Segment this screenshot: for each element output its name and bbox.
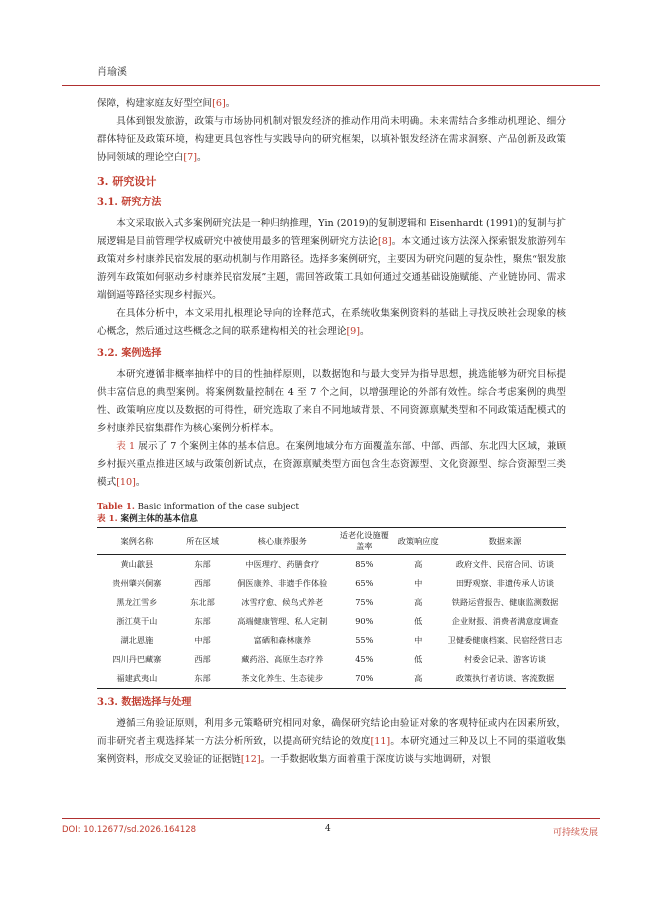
table-cell: 铁路运营报告、健康监测数据 — [451, 597, 559, 607]
page-number: 4 — [325, 824, 331, 834]
citation-link[interactable]: [8] — [378, 236, 392, 247]
table-cell: 东部 — [194, 616, 211, 626]
citation-link[interactable]: [9] — [346, 326, 361, 337]
column-header: 政策响应度 — [392, 528, 444, 555]
paragraph: 表 1 展示了 7 个案例主体的基本信息。在案例地域分布方面覆盖东部、中部、西部、东北四大区域，兼顾乡村振兴重点推进区域与政策创新试点，在资源禀赋类型方面包含生态资源型、文化资源型、综合资源型三类模式[10]。 — [97, 441, 566, 488]
footer-doi-link[interactable]: DOI: 10.12677/sd.2026.164128 — [62, 825, 197, 835]
subsection-heading: 3.1. 研究方法 — [97, 197, 162, 208]
table-cell: 茶文化养生、生态徒步 — [228, 669, 336, 689]
citation-link[interactable]: [7] — [183, 152, 197, 163]
table-cell: 富硒和森林康养 — [253, 635, 311, 645]
subsection-heading: 3.3. 数据选择与处理 — [97, 697, 192, 708]
table-cell: 低 — [414, 654, 423, 664]
running-head-author: 肖瑜溪 — [97, 67, 127, 78]
table-cell: 黑龙江雪乡 — [116, 597, 158, 607]
table-cell: 政策执行者访谈、客流数据 — [444, 669, 566, 689]
column-header: 案例名称 — [97, 528, 177, 555]
paragraph: 在具体分析中，本文采用扎根理论导向的诠释范式，在系统收集案例资料的基础上寻找反映社会现象的核心概念，然后通过这些概念之间的联系建构相关的社会理论[9]。 — [97, 308, 566, 337]
table-cell: 高 — [392, 669, 444, 689]
table-cell: 中 — [414, 578, 423, 588]
table-cell: 45% — [355, 654, 374, 664]
table-cell: 低 — [414, 616, 423, 626]
section-heading: 3. 研究设计 — [97, 175, 157, 188]
table-cell: 55% — [355, 635, 374, 645]
body-text — [97, 95, 566, 769]
table-caption-en: Table 1. Basic information of the case subject — [97, 502, 299, 512]
citation-link[interactable]: [6] — [212, 98, 226, 109]
column-header: 所在区域 — [177, 528, 229, 555]
table-cell: 65% — [355, 578, 374, 588]
header-rule — [62, 85, 600, 86]
table-cell: 中医理疗、药膳食疗 — [245, 559, 320, 569]
table-cell: 田野观察、非遗传承人访谈 — [455, 578, 555, 588]
table-cell: 东北部 — [190, 597, 215, 607]
table-cell: 中 — [414, 635, 423, 645]
table-cell: 冰雪疗愈、候鸟式养老 — [241, 597, 324, 607]
citation-link[interactable]: [11] — [370, 736, 391, 747]
table-row — [97, 593, 566, 612]
table-cell: 高端健康管理、私人定制 — [237, 616, 328, 626]
paragraph: 本文采取嵌入式多案例研究法是一种归纳推理，Yin (2019)的复制逻辑和 Eisenhardt (1991)的复制与扩展逻辑是目前管理学权威研究中被使用最多的管理案例研究方法论[8]。本文通过该方法深入探索银发旅游列车政策对乡村康养民宿发展的驱动机制与作用路径。选择多案例研究，主要因为研究问题的复杂性，聚焦“银发旅游列车政策如何驱动乡村康养民宿发展”主题，需回答政策工具如何通过交通基础设施赋能、产业链协同、需求端倒逼等路径实现乡村振兴。 — [97, 218, 567, 301]
table-cell: 侗医康养、非遗手作体验 — [237, 578, 328, 588]
table-row — [97, 631, 566, 650]
paragraph: 保障，构建家庭友好型空间[6]。 — [97, 98, 236, 109]
table-cell: 75% — [355, 597, 374, 607]
table-cell: 高 — [414, 559, 423, 569]
table-cell: 90% — [355, 616, 374, 626]
column-header: 适老化设施覆盖率 — [336, 528, 392, 555]
table-cell: 70% — [336, 669, 392, 689]
citation-link[interactable]: [10] — [116, 477, 136, 488]
table-row — [97, 612, 566, 631]
table-header-row — [97, 528, 566, 555]
table-cell: 卫健委健康档案、民宿经营日志 — [447, 635, 563, 645]
paragraph: 具体到银发旅游，政策与市场协同机制对银发经济的推动作用尚未明确。未来需结合多维动机理论、细分群体特征及政策环境，构建更具包容性与实践导向的研究框架，以填补银发经济在需求洞察、产品创新及政策协同领域的理论空白[7]。 — [97, 116, 566, 163]
table-cell: 85% — [355, 559, 374, 569]
table-cell: 贵州肇兴侗寨 — [112, 578, 162, 588]
table-cell: 藏药浴、高原生态疗养 — [241, 654, 324, 664]
table-cell: 高 — [414, 597, 423, 607]
table-cell: 西部 — [194, 654, 211, 664]
table-cell: 中部 — [194, 635, 211, 645]
table-reference-link[interactable]: 表 1 — [116, 441, 136, 452]
table-row — [97, 669, 566, 689]
table-cell: 政府文件、民宿合同、访谈 — [455, 559, 555, 569]
column-header: 核心康养服务 — [228, 528, 336, 555]
table-caption-zh: 表 1. 案例主体的基本信息 — [97, 514, 198, 524]
column-header: 数据来源 — [444, 528, 566, 555]
table-cell: 黄山歙县 — [120, 559, 154, 569]
table-cell: 四川丹巴藏寨 — [112, 654, 162, 664]
case-info-table — [97, 527, 566, 689]
table-cell: 东部 — [177, 669, 229, 689]
table-row — [97, 650, 566, 669]
table-row — [97, 574, 566, 593]
table-cell: 企业财报、消费者满意度调查 — [451, 616, 559, 626]
table-cell: 浙江莫干山 — [116, 616, 158, 626]
table-cell: 村委会记录、游客访谈 — [464, 654, 546, 664]
citation-link[interactable]: [12] — [240, 754, 261, 765]
paragraph: 遵循三角验证原则，利用多元策略研究相同对象，确保研究结论由验证对象的客观特征或内在因素所致，而非研究者主观选择某一方法分析所致，以提高研究结论的效度[11]。本研究通过三种及以上不同的渠道收集案例资料，形成交叉验证的证据链[12]。一手数据收集方面着重于深度访谈与实地调研，对银 — [97, 718, 566, 765]
footer-journal-name: 可持续发展 — [552, 828, 598, 838]
table-row — [97, 555, 566, 575]
table-cell: 福建武夷山 — [97, 669, 177, 689]
paragraph: 本研究遵循非概率抽样中的目的性抽样原则，以数据饱和与最大变异为指导思想，挑选能够为研究目标提供丰富信息的典型案例。将案例数量控制在 4 至 7 个之间，以增强理论的外部有效性。综合考虑案例的典型性、政策响应度以及数据的可得性，研究选取了来自不同地域背景、不同资源禀赋类型和不同政策适配模式的乡村康养民宿集群作为核心案例分析样本。 — [97, 369, 566, 434]
footer-rule — [62, 818, 600, 819]
subsection-heading: 3.2. 案例选择 — [97, 348, 162, 359]
table-cell: 西部 — [194, 578, 211, 588]
table-cell: 东部 — [194, 559, 211, 569]
table-cell: 湖北恩施 — [120, 635, 154, 645]
